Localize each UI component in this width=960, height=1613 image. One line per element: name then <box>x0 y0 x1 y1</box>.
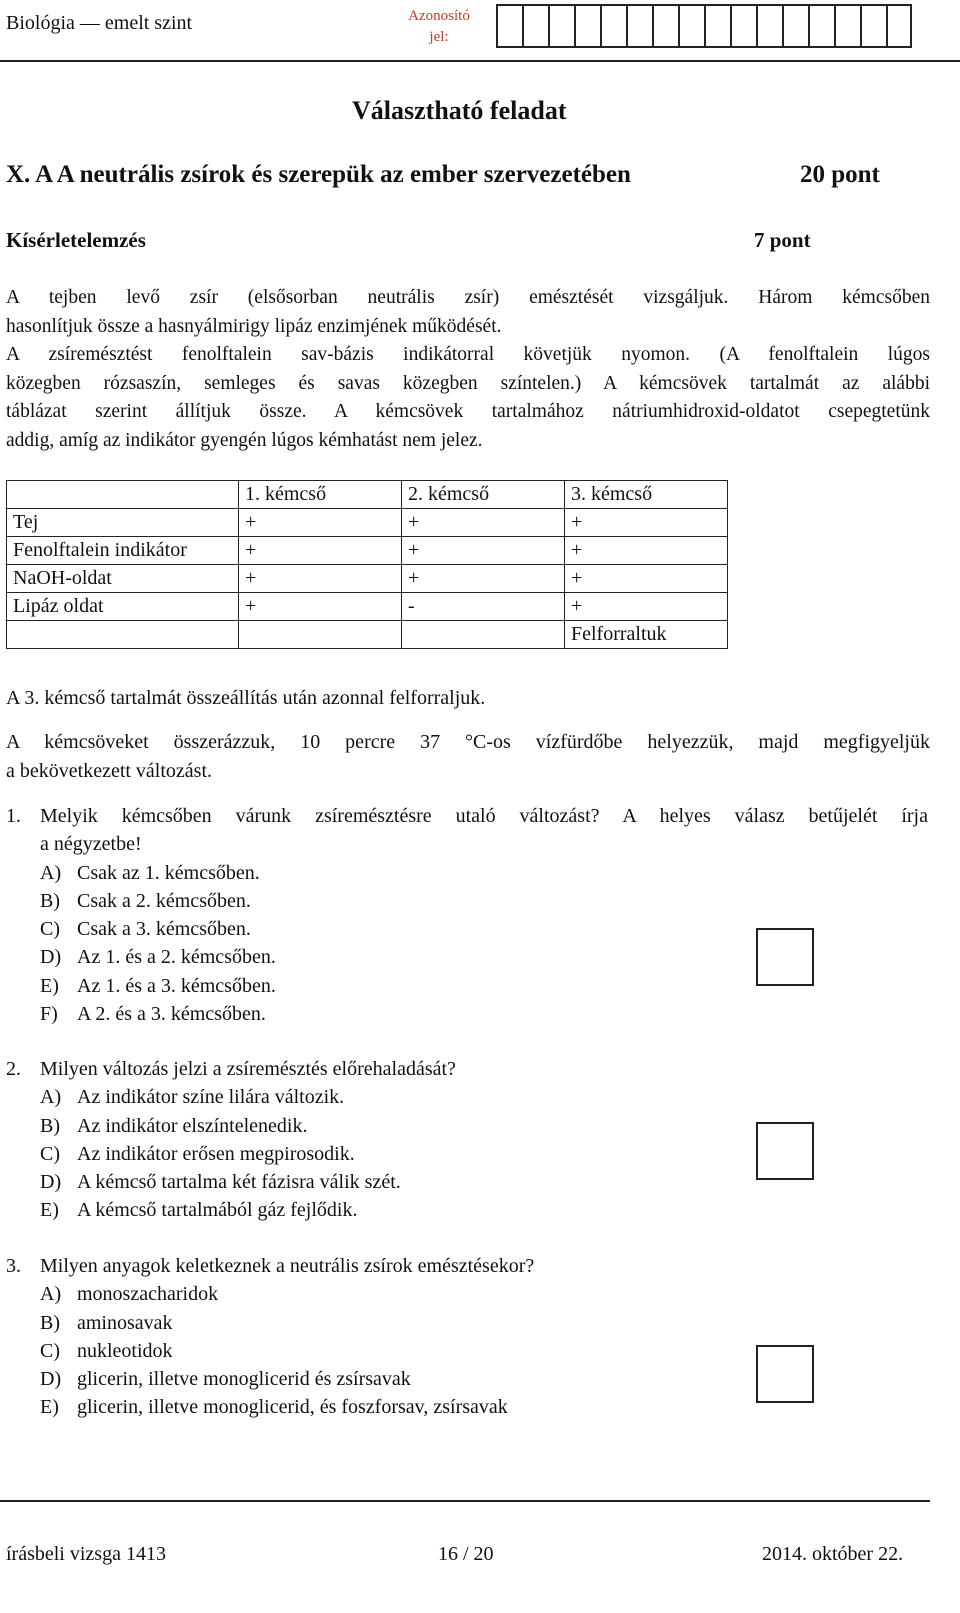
id-boxes[interactable] <box>496 4 912 48</box>
answer-box-2[interactable] <box>756 1122 814 1180</box>
footer-exam-code: írásbeli vizsga 1413 <box>6 1543 166 1565</box>
option-letter: B) <box>40 1311 60 1334</box>
option-letter: D) <box>40 1368 62 1391</box>
section-title: Választható feladat <box>352 96 567 125</box>
footer-divider <box>0 1500 930 1502</box>
id-box-cell[interactable] <box>808 4 834 48</box>
table-cell: + <box>239 565 402 593</box>
table-row <box>7 621 728 649</box>
table-cell: + <box>565 537 728 565</box>
subtask-points: 7 pont <box>754 228 811 252</box>
table-cell <box>7 621 239 649</box>
answer-box-1[interactable] <box>756 928 814 986</box>
boiling-note: A 3. kémcső tartalmát összeállítás után azonnal felforraljuk. <box>6 687 486 709</box>
table-cell: + <box>239 593 402 621</box>
intro-line: A tejben levő zsír (elsősorban neutrális zsír) emésztését vizsgáljuk. Három kémcsőben <box>6 287 930 308</box>
option-text: A 2. és a 3. kémcsőben. <box>77 1003 266 1026</box>
table-header-cell: 2. kémcső <box>402 481 565 509</box>
mix-paragraph <box>6 728 930 786</box>
experiment-table <box>6 480 728 649</box>
table-cell: + <box>239 509 402 537</box>
option-e <box>6 1196 930 1224</box>
task-title: X. A A neutrális zsírok és szerepük az ember szervezetében <box>6 161 631 188</box>
option-text: glicerin, illetve monoglicerid, és foszforsav, zsírsavak <box>77 1396 508 1419</box>
table-cell: Lipáz oldat <box>7 593 239 621</box>
id-label <box>404 6 474 48</box>
option-b <box>6 887 930 915</box>
option-letter: A) <box>40 861 62 884</box>
question-text-cont: a négyzetbe! <box>40 833 142 856</box>
option-text: Az indikátor színe lilára változik. <box>77 1086 345 1109</box>
id-label-line2: jel: <box>429 29 449 45</box>
table-header-cell <box>7 481 239 509</box>
table-cell: + <box>565 593 728 621</box>
table-row <box>7 537 728 565</box>
option-text: A kémcső tartalmából gáz fejlődik. <box>77 1199 358 1222</box>
id-box-cell[interactable] <box>782 4 808 48</box>
option-a <box>6 1280 930 1308</box>
id-box-cell[interactable] <box>574 4 600 48</box>
id-box-cell[interactable] <box>704 4 730 48</box>
option-letter: D) <box>40 1171 62 1194</box>
table-header-cell: 1. kémcső <box>239 481 402 509</box>
mix-line: a bekövetkezett változást. <box>6 760 213 782</box>
id-box-cell[interactable] <box>652 4 678 48</box>
option-text: aminosavak <box>77 1311 173 1334</box>
question-text: Milyen anyagok keletkeznek a neutrális zsírok emésztésekor? <box>40 1255 535 1277</box>
intro-paragraph <box>6 284 930 455</box>
subtask-title: Kísérletelemzés <box>6 228 146 252</box>
option-letter: C) <box>40 918 60 941</box>
option-letter: E) <box>40 1396 59 1419</box>
id-box-cell[interactable] <box>886 4 912 48</box>
header-subject: Biológia — emelt szint <box>6 12 193 34</box>
option-letter: F) <box>40 1003 58 1026</box>
table-row <box>7 565 728 593</box>
table-cell: + <box>565 509 728 537</box>
intro-line: táblázat szerint állítjuk össze. A kémcsövek tartalmához nátriumhidroxid-oldatot csepegtetünk <box>6 401 930 422</box>
question-line <box>6 1252 930 1280</box>
question-text: Milyen változás jelzi a zsíremésztés előrehaladását? <box>40 1058 456 1080</box>
table-cell: + <box>402 537 565 565</box>
option-letter: A) <box>40 1086 62 1109</box>
id-box-cell[interactable] <box>626 4 652 48</box>
footer-date: 2014. október 22. <box>762 1543 904 1565</box>
id-box-cell[interactable] <box>522 4 548 48</box>
question-1 <box>6 802 930 1028</box>
question-line <box>6 802 930 830</box>
intro-line: A zsíremésztést fenolftalein sav-bázis indikátorral követjük nyomon. (A fenolftalein lúgos <box>6 344 930 365</box>
id-box-cell[interactable] <box>496 4 522 48</box>
option-text: Csak az 1. kémcsőben. <box>77 861 260 884</box>
option-text: monoszacharidok <box>77 1283 219 1306</box>
option-text: glicerin, illetve monoglicerid és zsírsavak <box>77 1368 411 1391</box>
answer-box-3[interactable] <box>756 1345 814 1403</box>
option-letter: A) <box>40 1283 62 1306</box>
option-letter: B) <box>40 1114 60 1137</box>
id-label-line1: Azonosító <box>408 8 470 24</box>
id-box-cell[interactable] <box>834 4 860 48</box>
id-box-cell[interactable] <box>756 4 782 48</box>
option-text: Az indikátor elszíntelenedik. <box>77 1114 308 1137</box>
question-line <box>6 1055 930 1083</box>
id-box-cell[interactable] <box>730 4 756 48</box>
table-cell: + <box>402 565 565 593</box>
table-row <box>7 509 728 537</box>
mix-line: A kémcsöveket összerázzuk, 10 percre 37 °C-os vízfürdőbe helyezzük, majd megfigyeljük <box>6 731 930 753</box>
option-text: Csak a 3. kémcsőben. <box>77 918 251 941</box>
option-letter: D) <box>40 946 62 969</box>
option-letter: B) <box>40 889 60 912</box>
question-number: 1. <box>6 805 21 827</box>
id-box-cell[interactable] <box>600 4 626 48</box>
option-f <box>6 1000 930 1028</box>
option-b <box>6 1309 930 1337</box>
table-cell: - <box>402 593 565 621</box>
option-text: A kémcső tartalma két fázisra válik szét. <box>77 1171 401 1194</box>
option-text: Csak a 2. kémcsőben. <box>77 889 251 912</box>
footer-page-number: 16 / 20 <box>438 1543 494 1565</box>
table-cell: + <box>402 509 565 537</box>
table-cell: + <box>239 537 402 565</box>
option-letter: C) <box>40 1339 60 1362</box>
option-a <box>6 859 930 887</box>
id-box-cell[interactable] <box>548 4 574 48</box>
question-number: 3. <box>6 1255 21 1277</box>
option-text: nukleotidok <box>77 1339 173 1362</box>
table-cell <box>239 621 402 649</box>
option-letter: C) <box>40 1142 60 1165</box>
table-row <box>7 593 728 621</box>
table-header-cell: 3. kémcső <box>565 481 728 509</box>
task-points: 20 pont <box>800 161 880 188</box>
table-cell: Felforraltuk <box>565 621 728 649</box>
option-text: Az indikátor erősen megpirosodik. <box>77 1142 355 1165</box>
question-number: 2. <box>6 1058 21 1080</box>
intro-line: hasonlítjuk össze a hasnyálmirigy lipáz enzimjének működését. <box>6 315 502 337</box>
header-divider <box>0 60 960 62</box>
table-cell: NaOH-oldat <box>7 565 239 593</box>
question-text: Melyik kémcsőben várunk zsíremésztésre utaló változást? A helyes válasz betűjelét írja <box>40 805 928 827</box>
option-text: Az 1. és a 2. kémcsőben. <box>77 946 276 969</box>
table-cell: Tej <box>7 509 239 537</box>
option-a <box>6 1083 930 1111</box>
table-header-row <box>7 481 728 509</box>
table-cell <box>402 621 565 649</box>
intro-line: közegben rózsaszín, semleges és savas közegben színtelen.) A kémcsövek tartalmát az alábbi <box>6 372 930 394</box>
id-box-cell[interactable] <box>678 4 704 48</box>
option-text: Az 1. és a 3. kémcsőben. <box>77 974 276 997</box>
option-letter: E) <box>40 1199 59 1222</box>
table-cell: Fenolftalein indikátor <box>7 537 239 565</box>
intro-line: addig, amíg az indikátor gyengén lúgos kémhatást nem jelez. <box>6 429 483 451</box>
option-letter: E) <box>40 974 59 997</box>
table-cell: + <box>565 565 728 593</box>
id-box-cell[interactable] <box>860 4 886 48</box>
